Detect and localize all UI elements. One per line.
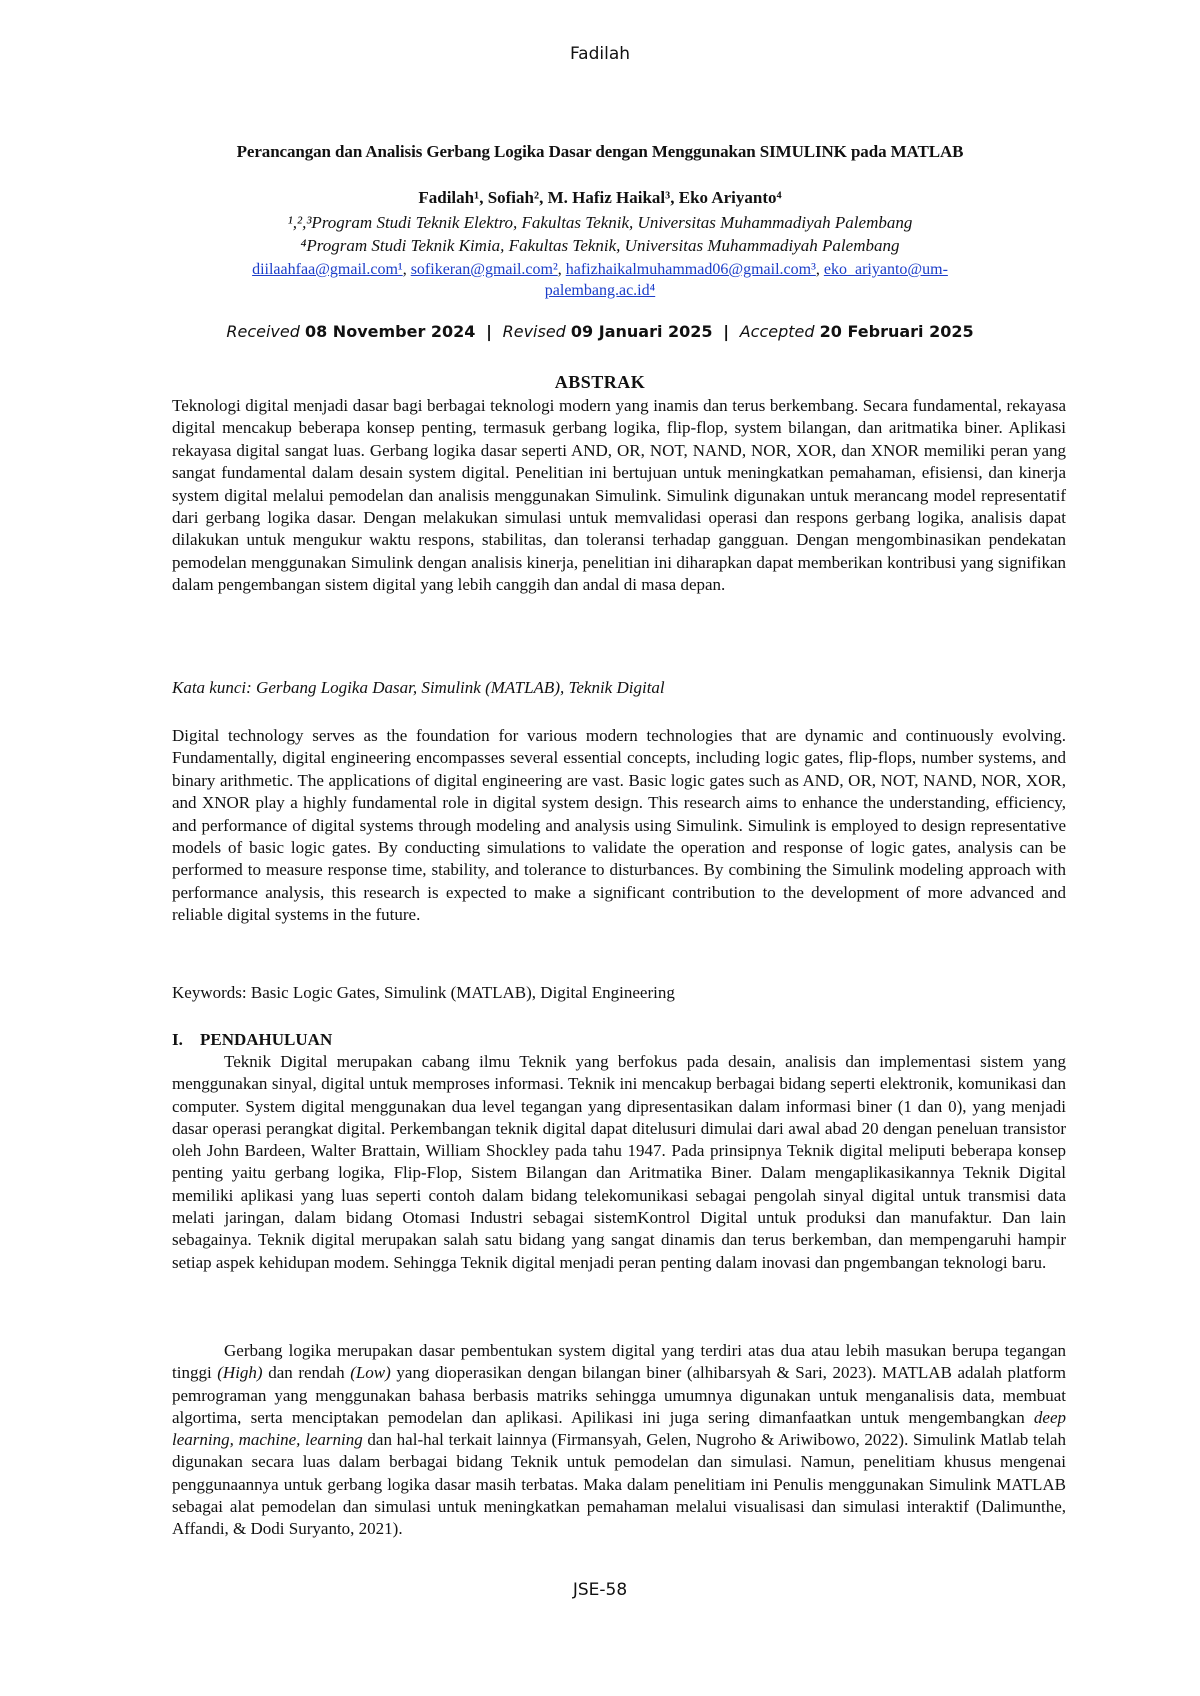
accepted-date: 20 Februari 2025: [819, 322, 974, 341]
para2-text-4: dan hal-hal terkait lainnya (Firmansyah, Gelen, Nugroho & Ariwibowo, 2022). Simulink Matlab telah digunakan secara luas dalam berbagai bidang Teknik untuk pemodelan dan simulasi. Namun, penelitiam khusus mengenai penggunaannya untuk gerbang logika dasar masih terbatas. Maka dalam penelitiam ini Penulis menggunakan Simulink MATLAB sebagai alat pemodelan dan simulasi untuk meningkatkan pemahaman melalui visualisasi dan simulasi interaktif (Dalimunthe, Affandi, & Dodi Suryanto, 2021).: [172, 1430, 1066, 1539]
affiliation-2: ⁴Program Studi Teknik Kimia, Fakultas Teknik, Universitas Muhammadiyah Palembang: [300, 236, 900, 255]
para2-text-1: Gerbang logika merupakan dasar pembentukan system digital yang terdiri atas dua atau lebih masukan berupa tegangan tinggi: [172, 1341, 1066, 1383]
abstract-indonesian: Teknologi digital menjadi dasar bagi berbagai teknologi modern yang inamis dan terus berkembang. Secara fundamental, rekayasa digital mencakup beberapa konsep penting, termasuk gerbang logika, flip-flop, system bilangan, dan aritmatika biner. Aplikasi rekayasa digital sangat luas. Gerbang logika dasar seperti AND, OR, NOT, NAND, NOR, XOR, dan XNOR memiliki peran yang sangat fundamental dalam desain system digital. Penelitian ini bertujuan untuk meningkatkan pemahaman, efisiensi, dan kinerja system digital melalui pemodelan dan analisis menggunakan Simulink. Simulink digunakan untuk merancang model representatif dari gerbang logika dasar. Dengan melakukan simulasi untuk memvalidasi operasi dan respons gerbang logika, analisis dapat dilakukan untuk mengukur waktu respons, stabilitas, dan toleransi terhadap gangguan. Dengan mengombinasikan pendekatan pemodelan menggunakan Simulink dengan analisis kinerja, penelitian ini diharapkan dapat memberikan kontribusi yang signifikan dalam pengembangan sistem digital yang lebih canggih dan andal di masa depan.: [172, 396, 1066, 595]
section-title: PENDAHULUAN: [200, 1030, 333, 1049]
intro-paragraph-1: Teknik Digital merupakan cabang ilmu Teknik yang berfokus pada desain, analisis dan implementasi sistem yang menggunakan sinyal, digital untuk memproses informasi. Teknik ini mencakup berbagai bidang seperti elektronik, komunikasi dan computer. System digital menggunakan dua level tegangan yang dipresentasikan dalam informasi biner (1 dan 0), yang menjadi dasar operasi perangkat digital. Perkembangan teknik digital dapat ditelusuri dimulai dari awal abad 20 dengan peneluan transistor oleh John Bardeen, Walter Brattain, William Shockley pada tahu 1947. Pada prinsipnya Teknik digital meliputi beberapa konsep penting yaitu gerbang logika, Flip-Flop, Sistem Bilangan dan Aritmatika Biner. Dalam mengaplikasikannya Teknik Digital memiliki aplikasi yang luas seperti contoh dalam bidang telekomunikasi sebagai pengolah sinyal digital untuk transmisi data melati jaringan, dalam bidang Otomasi Industri sebagai sistemKontrol Digital untuk produksi dan manufaktur. Dan lain sebagainya. Teknik digital merupakan salah satu bidang yang sangat dinamis dan terus berkemban, dan mempengaruhi hampir setiap aspek kehidupan modem. Sehingga Teknik digital menjadi peran penting dalam inovasi dan pngembangan teknologi baru.: [172, 1052, 1066, 1272]
author-emails: diilaahfaa@gmail.com¹, sofikeran@gmail.com², hafizhaikalmuhammad06@gmail.com³, eko_ariyanto@um-palembang.ac.id⁴: [252, 261, 948, 299]
paper-title: Perancangan dan Analisis Gerbang Logika Dasar dengan Menggunakan SIMULINK pada MATLAB: [236, 142, 964, 161]
article-dates: Received 08 November 2024 | Revised 09 Januari 2025 | Accepted 20 Februari 2025: [226, 322, 974, 341]
para2-italic-high: (High): [217, 1363, 263, 1383]
email-link-3[interactable]: hafizhaikalmuhammad06@gmail.com³: [565, 261, 816, 278]
received-date: 08 November 2024: [304, 322, 476, 341]
revised-date: 09 Januari 2025: [570, 322, 713, 341]
para2-italic-low: (Low): [350, 1363, 391, 1383]
abstract-english: Digital technology serves as the foundation for various modern technologies that are dynamic and continuously evolving. Fundamentally, digital engineering encompasses several essential concepts, including logic gates, flip-flops, number systems, and binary arithmetic. The applications of digital engineering are vast. Basic logic gates such as AND, OR, NOT, NAND, NOR, XOR, and XNOR play a highly fundamental role in digital system design. This research aims to enhance the understanding, efficiency, and performance of digital systems through modeling and analysis using Simulink. Simulink is employed to design representative models of basic logic gates. By conducting simulations to validate the operation and response of logic gates, analysis can be performed to measure response time, stability, and tolerance to disturbances. By combining the Simulink modeling approach with performance analysis, this research is expected to make a significant contribution to the development of more advanced and reliable digital systems in the future.: [172, 726, 1066, 925]
author-list: Fadilah¹, Sofiah², M. Hafiz Haikal³, Eko Ariyanto⁴: [418, 188, 782, 207]
email-link-1[interactable]: diilaahfaa@gmail.com¹: [252, 261, 403, 278]
abstract-heading: ABSTRAK: [554, 372, 646, 392]
revised-label: Revised: [502, 322, 566, 341]
running-head: Fadilah: [569, 44, 631, 64]
para2-text-3: yang dioperasikan dengan bilangan biner (alhibarsyah & Sari, 2023). MATLAB adalah platform pemrograman yang menggunakan bahasa berbasis matriks sehingga umumnya digunakan untuk menganalisis data, membuat algortima, serta menciptakan pemodelan dan aplikasi. Apilikasi ini juga sering dimanfaatkan untuk mengembangkan: [172, 1363, 1066, 1427]
accepted-label: Accepted: [739, 322, 815, 341]
received-label: Received: [226, 322, 300, 341]
section-heading: [172, 1030, 332, 1050]
page-footer: JSE-58: [572, 1580, 628, 1600]
email-link-4[interactable]: eko_ariyanto@um-palembang.ac.id⁴: [544, 261, 948, 299]
email-link-2[interactable]: sofikeran@gmail.com²: [410, 261, 558, 278]
para2-italic-terms: deep learning, machine, learning: [172, 1407, 1066, 1450]
section-number: I.: [172, 1030, 183, 1049]
para2-text-2: dan rendah: [262, 1363, 351, 1383]
intro-paragraph-2: [172, 1340, 1066, 1541]
keywords-english: Keywords: Basic Logic Gates, Simulink (MATLAB), Digital Engineering: [172, 983, 675, 1002]
affiliation-1: ¹,²,³Program Studi Teknik Elektro, Fakultas Teknik, Universitas Muhammadiyah Palembang: [287, 213, 913, 232]
keywords-indonesian: Kata kunci: Gerbang Logika Dasar, Simulink (MATLAB), Teknik Digital: [172, 678, 665, 697]
